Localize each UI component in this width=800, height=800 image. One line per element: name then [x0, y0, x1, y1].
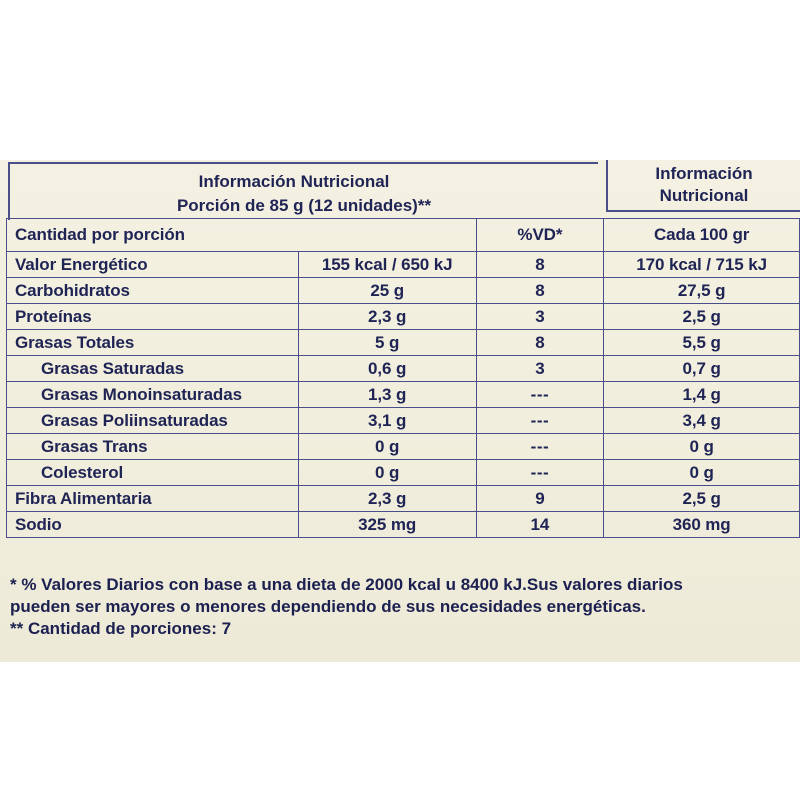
per-100g-value: 1,4 g — [604, 382, 800, 408]
daily-value: 14 — [476, 512, 604, 538]
nutrient-name: Valor Energético — [7, 252, 299, 278]
daily-value: --- — [476, 408, 604, 434]
serving-value: 0 g — [298, 460, 476, 486]
footnote-daily-values: * % Valores Diarios con base a una dieta de 2000 kcal u 8400 kJ.Sus valores diarios — [10, 575, 683, 594]
nutrient-name: Grasas Trans — [7, 434, 299, 460]
serving-value: 0 g — [298, 434, 476, 460]
table-row — [7, 304, 800, 330]
nutrient-name: Carbohidratos — [7, 278, 299, 304]
table-row — [7, 434, 800, 460]
footnote-servings: ** Cantidad de porciones: 7 — [10, 619, 232, 638]
daily-value: 9 — [476, 486, 604, 512]
serving-value: 155 kcal / 650 kJ — [298, 252, 476, 278]
daily-value: 3 — [476, 304, 604, 330]
daily-value: --- — [476, 460, 604, 486]
per-100g-value: 360 mg — [604, 512, 800, 538]
per-100g-value: 2,5 g — [604, 486, 800, 512]
nutrient-name: Sodio — [7, 512, 299, 538]
table-row — [7, 460, 800, 486]
nutrient-name: Fibra Alimentaria — [7, 486, 299, 512]
table-row — [7, 356, 800, 382]
serving-value: 3,1 g — [298, 408, 476, 434]
per-100g-value: 0 g — [604, 434, 800, 460]
daily-value: --- — [476, 434, 604, 460]
nutrient-name: Grasas Saturadas — [7, 356, 299, 382]
table-row — [7, 408, 800, 434]
table-row — [7, 252, 800, 278]
nutrient-name: Grasas Monoinsaturadas — [7, 382, 299, 408]
per-100g-value: 5,5 g — [604, 330, 800, 356]
per-100g-value: 0 g — [604, 460, 800, 486]
nutrient-name: Proteínas — [7, 304, 299, 330]
nutrient-name: Grasas Totales — [7, 330, 299, 356]
daily-value: 3 — [476, 356, 604, 382]
nutrition-title — [8, 162, 598, 220]
nutrient-name: Grasas Poliinsaturadas — [7, 408, 299, 434]
daily-value: 8 — [476, 330, 604, 356]
per-100g-value: 0,7 g — [604, 356, 800, 382]
header-daily-value: %VD* — [476, 219, 604, 252]
serving-value: 325 mg — [298, 512, 476, 538]
table-row — [7, 330, 800, 356]
serving-value: 2,3 g — [298, 486, 476, 512]
table-row — [7, 486, 800, 512]
serving-value: 0,6 g — [298, 356, 476, 382]
nutrition-label-photo — [0, 160, 800, 662]
per-100g-value: 2,5 g — [604, 304, 800, 330]
right-column-title — [606, 160, 800, 212]
title-line-2: Porción de 85 g (12 unidades)** — [176, 196, 432, 215]
daily-value: 8 — [476, 252, 604, 278]
nutrient-name: Colesterol — [7, 460, 299, 486]
serving-value: 25 g — [298, 278, 476, 304]
footnote-daily-values-cont: pueden ser mayores o menores dependiendo de sus necesidades energéticas. — [10, 597, 646, 616]
header-per-100g: Cada 100 gr — [604, 219, 800, 252]
serving-value: 5 g — [298, 330, 476, 356]
header-amount-per-serving: Cantidad por porción — [7, 219, 477, 252]
table-row — [7, 278, 800, 304]
title-line-1: Información Nutricional — [198, 172, 390, 191]
serving-value: 2,3 g — [298, 304, 476, 330]
daily-value: --- — [476, 382, 604, 408]
daily-value: 8 — [476, 278, 604, 304]
table-row — [7, 382, 800, 408]
per-100g-value: 170 kcal / 715 kJ — [604, 252, 800, 278]
right-title-line-2: Nutricional — [659, 186, 749, 205]
table-row — [7, 512, 800, 538]
table-header-row — [7, 219, 800, 252]
right-title-line-1: Información — [655, 164, 753, 183]
nutrition-table — [6, 218, 800, 538]
footnotes — [10, 574, 683, 640]
serving-value: 1,3 g — [298, 382, 476, 408]
per-100g-value: 27,5 g — [604, 278, 800, 304]
per-100g-value: 3,4 g — [604, 408, 800, 434]
